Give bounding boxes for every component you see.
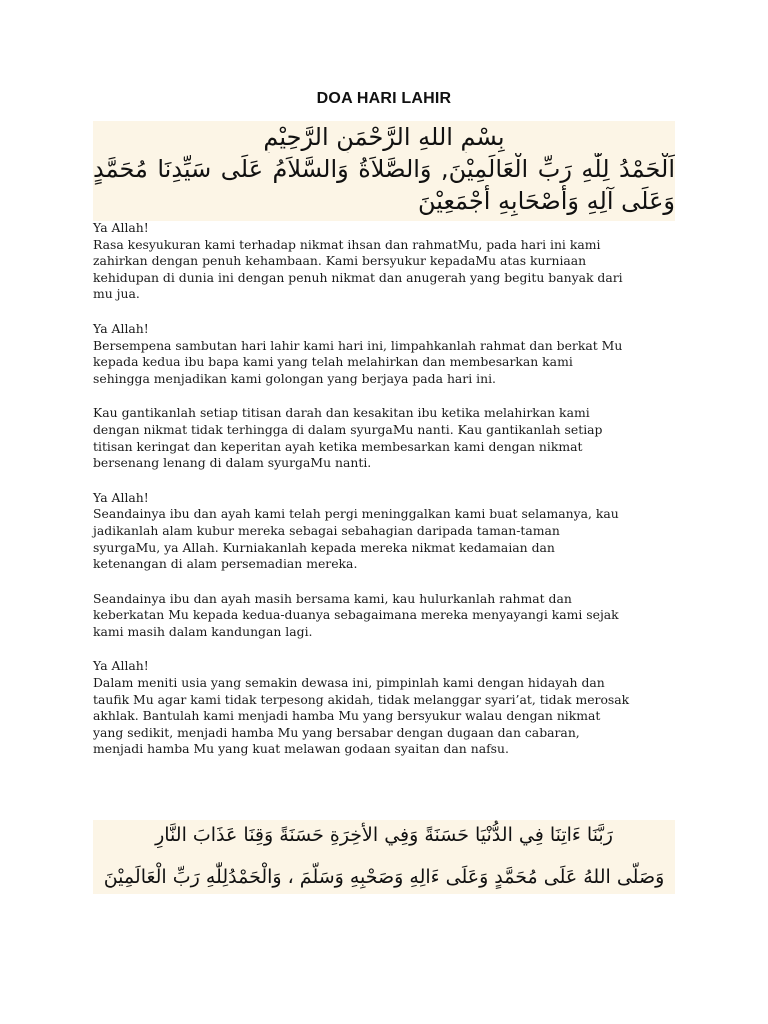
paragraph-6	[93, 658, 678, 758]
paragraph-line: dengan nikmat tidak terhingga di dalam syurgaMu nanti. Kau gantikanlah setiap	[93, 421, 603, 437]
paragraph-line: sehingga menjadikan kami golongan yang berjaya pada hari ini.	[93, 370, 496, 386]
paragraph-gap	[93, 573, 678, 591]
paragraph-line: Ya Allah!	[93, 320, 149, 336]
paragraph-3	[93, 405, 678, 471]
paragraph-2	[93, 321, 678, 387]
paragraph-gap	[93, 387, 678, 405]
paragraph-line: kehidupan di dunia ini dengan penuh nikmat dan anugerah yang begitu banyak dari	[93, 269, 623, 285]
paragraph-gap	[93, 472, 678, 490]
paragraph-line: ketenangan di alam persemadian mereka.	[93, 556, 358, 572]
paragraph-line: Ya Allah!	[93, 658, 149, 674]
paragraph-line: yang sedikit, menjadi hamba Mu yang bersabar dengan dugaan dan cabaran,	[93, 724, 580, 740]
paragraph-line: Seandainya ibu dan ayah kami telah pergi meninggalkan kami buat selamanya, kau	[93, 506, 619, 522]
doa-body	[93, 220, 678, 758]
paragraph-line: syurgaMu, ya Allah. Kurniakanlah kepada mereka nikmat kedamaian dan	[93, 539, 555, 555]
arabic-closing-salawat-line: وَصَلَّى اللهُ عَلَى مُحَمَّدٍ وَعَلَى ءَالِهِ وَصَحْبِهِ وَسَلَّمَ ، وَالْحَمْدُلِلّٰهِ رَبِّ الْعَالَمِيْنَ	[103, 866, 665, 888]
paragraph-line: Seandainya ibu dan ayah masih bersama kami, kau hulurkanlah rahmat dan	[93, 590, 572, 606]
page-title: DOA HARI LAHIR	[316, 90, 452, 107]
arabic-closing-block	[93, 820, 675, 894]
paragraph-line: Rasa kesyukuran kami terhadap nikmat ihsan dan rahmatMu, pada hari ini kami	[93, 236, 601, 252]
paragraph-gap	[93, 640, 678, 658]
paragraph-line: Dalam meniti usia yang semakin dewasa ini, pimpinlah kami dengan hidayah dan	[93, 675, 605, 691]
paragraph-line: menjadi hamba Mu yang kuat melawan godaan syaitan dan nafsu.	[93, 741, 509, 757]
paragraph-gap	[93, 303, 678, 321]
arabic-salawat-line: وَعَلَى آلِهِ وَأَصْحَابِهِ أَجْمَعِيْنَ	[417, 187, 675, 215]
arabic-rabbana-line: رَبَّنَا ءَاتِنَا فِي الدُّنْيَا حَسَنَةً وَفِي الأخِرَةِ حَسَنَةً وَقِنَا عَذَابَ النَّارِ	[155, 824, 613, 846]
paragraph-line: akhlak. Bantulah kami menjadi hamba Mu yang bersyukur walau dengan nikmat	[93, 708, 601, 724]
paragraph-line: mu jua.	[93, 286, 140, 302]
paragraph-line: zahirkan dengan penuh kehambaan. Kami bersyukur kepadaMu atas kurniaan	[93, 253, 587, 269]
paragraph-line: keberkatan Mu kepada kedua-duanya sebagaimana mereka menyayangi kami sejak	[93, 607, 619, 623]
paragraph-5	[93, 591, 678, 641]
paragraph-line: Bersempena sambutan hari lahir kami hari ini, limpahkanlah rahmat dan berkat Mu	[93, 337, 623, 353]
paragraph-1	[93, 220, 678, 303]
arabic-basmala-line: بِسْمِ اللهِ الرَّحْمَنِ الرَّحِيْمِ	[263, 123, 505, 151]
arabic-hamdalah-line: اَلْحَمْدُ لِلّٰهِ رَبِّ الْعَالَمِيْنَ, وَالصَّلاَةُ وَالسَّلاَمُ عَلَى سَيِّدِنَا مُحَمَّدٍ	[93, 155, 675, 183]
paragraph-line: bersenang lenang di dalam syurgaMu nanti.	[93, 455, 372, 471]
paragraph-line: jadikanlah alam kubur mereka sebagai sebahagian daripada taman-taman	[93, 522, 560, 538]
paragraph-line: titisan keringat dan keperitan ayah ketika membesarkan kami dengan nikmat	[93, 438, 583, 454]
paragraph-line: Ya Allah!	[93, 220, 149, 235]
paragraph-4	[93, 490, 678, 573]
arabic-opening-block	[93, 121, 675, 221]
paragraph-line: Kau gantikanlah setiap titisan darah dan kesakitan ibu ketika melahirkan kami	[93, 405, 590, 421]
paragraph-line: kepada kedua ibu bapa kami yang telah melahirkan dan membesarkan kami	[93, 354, 573, 370]
paragraph-line: kami masih dalam kandungan lagi.	[93, 623, 313, 639]
paragraph-line: taufik Mu agar kami tidak terpesong akidah, tidak melanggar syari’at, tidak merosak	[93, 691, 630, 707]
paragraph-line: Ya Allah!	[93, 489, 149, 505]
